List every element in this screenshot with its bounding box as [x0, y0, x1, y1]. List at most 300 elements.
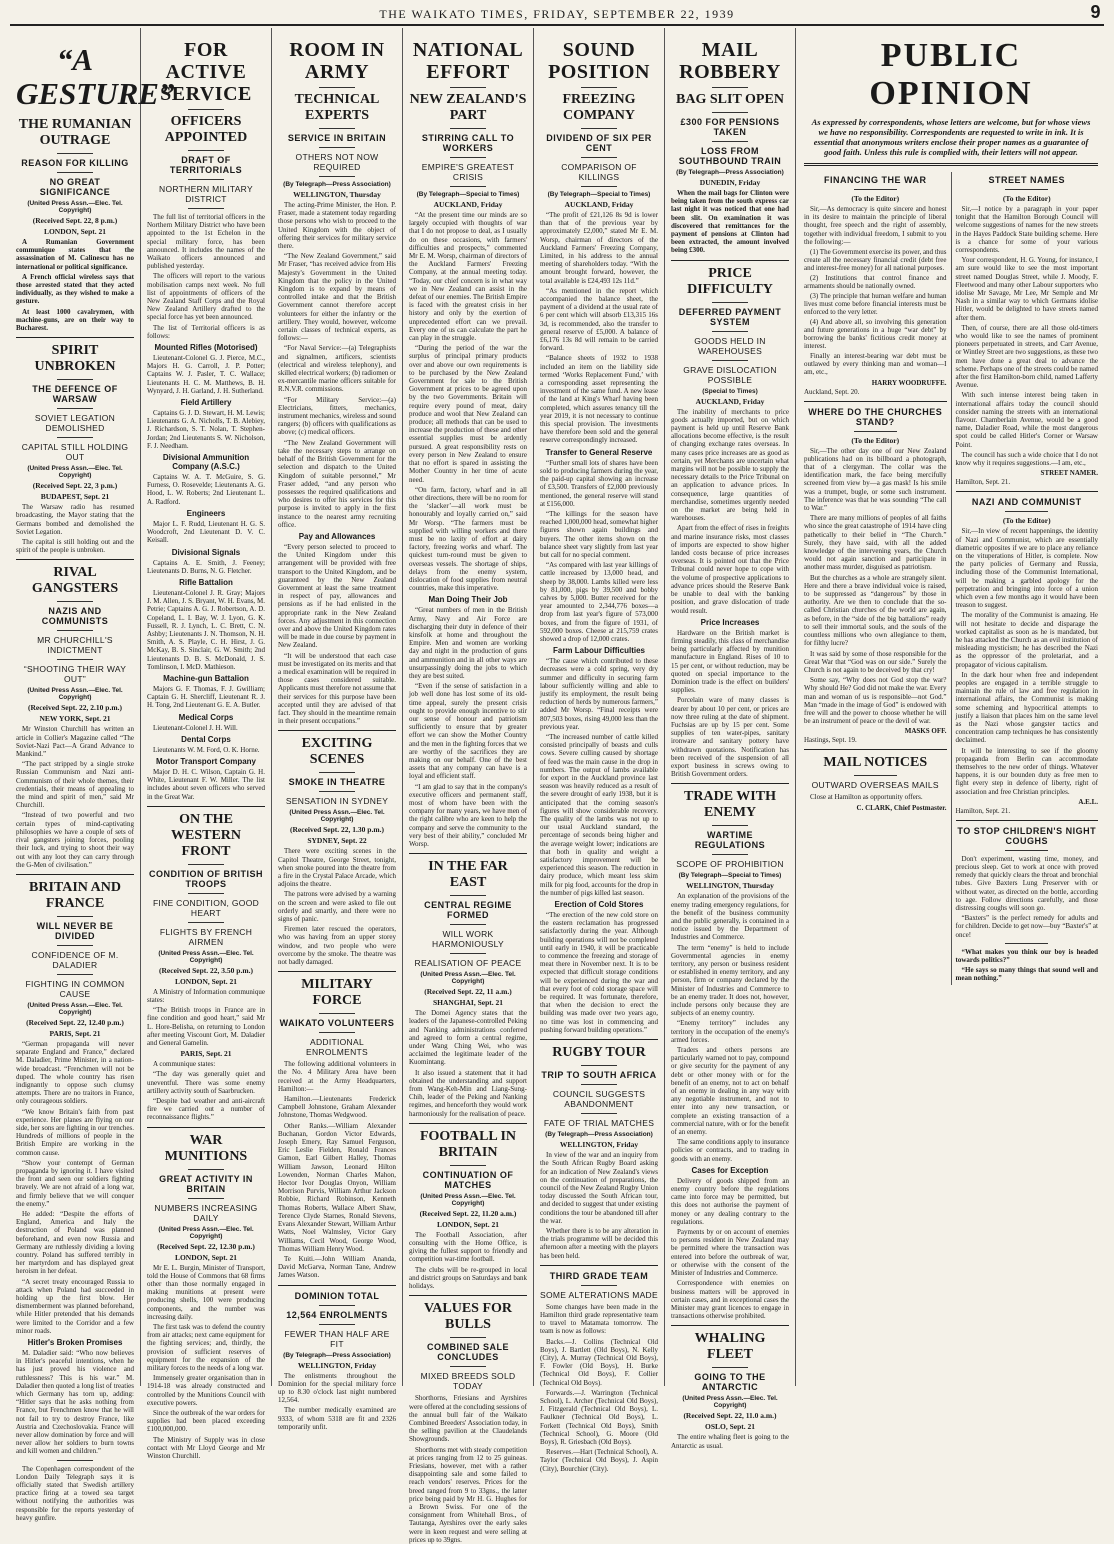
divider	[57, 172, 92, 173]
paragraph: Majors G. F. Thomas, F. J. Gwilliam; Captain G. H. Shercliff, Lieutenant R. J. H. Tong, 2nd Lieutenant G. E. A. Butler.	[147, 684, 265, 710]
divider	[57, 601, 92, 602]
paragraph: Firemen later rescued the operators, who was having from an upper storey window, and two people who were overcome by the smoke. The theatre was not badly damaged.	[278, 925, 396, 967]
crosshead: Engineers	[186, 508, 226, 518]
divider	[450, 128, 485, 129]
paragraph: The list of Territorial officers is as follows:	[147, 323, 265, 340]
subhead-never-divided: WILL NEVER BE DIVIDED	[36, 920, 114, 941]
crosshead: Divisional Ammunition Company (A.S.C.)	[162, 453, 250, 472]
paragraph: “German propaganda will never separate England and France,” declared M. Daladier, Prime Minister, in a nation-wide broadcast. “Frenchmen will not be duped. The whole country has risen indignantly to oppose such clumsy attempts. There are no traitors in France, only courageous soldiers.	[16, 1039, 134, 1106]
headline-sound-position: SOUND POSITION	[548, 39, 650, 83]
headline-britain-france: BRITAIN AND FRANCE	[29, 879, 121, 911]
paragraph: Lieutenant-Colonel J. H. Will.	[153, 723, 238, 732]
letter-place: Hamilton, Sept. 21.	[955, 806, 1011, 815]
letter-heading: FINANCING THE WAR	[824, 175, 927, 185]
subhead-bag-slit: BAG SLIT OPEN	[676, 92, 784, 107]
letter-heading: NAZI AND COMMUNIST	[971, 497, 1082, 508]
subhead-prohibition: SCOPE OF PROHIBITION	[676, 859, 784, 870]
divider	[188, 864, 223, 865]
credit-line: (United Press Assn.—Elec. Tel. Copyright)	[27, 1001, 123, 1016]
paragraph: Hardware on the British market is firming steadily, this class of merchandise being particularly affected by munition manufacture in England. Rises of 10 to 15 per cent, or without reduction, may be quoted on special importance to the Dominion trade is the effect on builders' supplies.	[671, 628, 789, 695]
subhead-wartime-regs: WARTIME REGULATIONS	[694, 830, 766, 851]
headline-rival-gangsters: RIVAL GANGSTERS	[31, 565, 119, 597]
paragraph: An explanation of the provisions of the enemy trading emergency regulations, for the benefit of the business community and the public generally, is contained in a notice issued by the Department of Industries and Commerce.	[671, 892, 789, 942]
crosshead: Rifle Battalion	[179, 577, 233, 587]
subhead-others: OTHERS NOT NOW REQUIRED	[295, 152, 379, 172]
divider	[712, 302, 747, 303]
divider	[712, 87, 747, 88]
received-line: (Received Sept. 22, 11.0 a.m.)	[683, 1411, 777, 1421]
masthead-title: THE WAIKATO TIMES, FRIDAY, SEPTEMBER 22, 1939	[379, 7, 735, 21]
paragraph: Major L. F. Rudd, Lieutenant H. G. S. Woodcroft, 2nd Lieutenant D. V. C. Keisall.	[147, 519, 265, 545]
subhead-warsaw: THE DEFENCE OF WARSAW	[32, 384, 118, 405]
divider	[319, 791, 354, 792]
divider	[712, 141, 747, 142]
rule	[409, 1295, 527, 1296]
crosshead: Erection of Cold Stores	[554, 900, 644, 910]
divider	[450, 87, 485, 88]
dateline: AUCKLAND, Friday	[433, 200, 503, 209]
divider	[854, 775, 897, 776]
advert-heading: TO STOP CHILDREN'S NIGHT COUGHS	[957, 825, 1097, 846]
dateline: WELLINGTON, Thursday	[686, 881, 774, 891]
subhead-harmoniously: WILL WORK HARMONIOUSLY	[432, 929, 504, 950]
headline-far-east: IN THE FAR EAST	[428, 859, 508, 891]
subhead-french-airmen: FLIGHTS BY FRENCH AIRMEN	[159, 926, 253, 947]
letters-left	[804, 172, 952, 985]
credit-line: (By Telegraph—Press Association)	[283, 181, 391, 188]
credit-line: (United Press Assn.—Elec. Tel. Copyright)	[158, 949, 254, 964]
headline-price-difficulty: PRICE DIFFICULTY	[687, 265, 773, 297]
paragraph: Since the outbreak of the war orders for supplies had been placed exceeding £100,000,000.	[147, 1409, 265, 1434]
subhead-numbers: NUMBERS INCREASING DAILY	[154, 1202, 258, 1223]
headline-public-opinion: PUBLIC OPINION	[869, 37, 1033, 112]
letter-signature: HARRY WOODRUFFE.	[871, 378, 947, 387]
paragraph: Captains G. J. D. Stewart, H. M. Lewis; Lieutenants G. A. Nicholls, T. B. Alebiey, J. Richardson, S. T. Nolan, T. Stephen-Jordan; 2nd Lieutenants S. W. Nicholson, F. J. Needham.	[147, 409, 265, 450]
paragraph: “Enemy territory” includes any territory in the occupation of the enemy's armed forces.	[671, 1019, 789, 1044]
paragraph: The first task was to defend the country from air attacks; next came equipment for the fighting services; and, thirdly, the provision of sufficient reserves of equipment for the expansion of the military forces to the needs of a long war.	[147, 1323, 265, 1373]
divider	[581, 87, 616, 88]
rule	[671, 1325, 789, 1326]
received-line: (Received Sept. 22, 12.40 p.m.)	[26, 1017, 124, 1027]
subhead-dividend: DIVIDEND OF SIX PER CENT	[546, 133, 652, 153]
subhead-northern-district: NORTHERN MILITARY DISTRICT	[159, 184, 253, 204]
paragraph: It also issued a statement that it had obtained the understanding and support from Wang-Keh-Min and Liang-Sung-Chih, leader of the Peking and Nanking regimes, and henceforth they would work harmoniously for the realisation of peace.	[409, 1068, 527, 1118]
divider	[57, 408, 92, 409]
paragraph: Payments by or on account of enemies to persons resident in New Zealand may be permitted where the transaction was entered into before the outbreak of war, or otherwise with the consent of the Minister of Industries and Commerce.	[671, 1228, 789, 1278]
paragraph: The entire whaling fleet is going to the Antarctic as usual.	[671, 1433, 789, 1450]
subhead-soviet-legation: SOVIET LEGATION DEMOLISHED	[34, 413, 116, 434]
subhead-warehouses: GOODS HELD IN WAREHOUSES	[694, 335, 766, 356]
rule	[16, 874, 134, 875]
divider	[712, 1367, 747, 1368]
dateline: PARIS, Sept. 21	[49, 1028, 101, 1038]
paragraph: “On farm, factory, wharf and in all other directions, there will be no room for the ‘slacker’—all work must be honourably and loyally carried on,” said Mr Worsp. “The farmers must be supplied with willing workers and there must be no laxity of effort at dairy factory, freezing works and wharf. The quickest turn-round must be given to overseas vessels. The shortage of ships, delays from the enemy system, dislocation of food supplies from neutral countries, make this imperative.	[409, 485, 527, 593]
paragraph: M. Daladier said: “Who now believes in Hitler's peaceful intentions, when he has just proved his violence and ruthlessness? This is his war.” M. Daladier then quoted a long list of treaties which Germany has torn up, adding: “Hitler says that he asks nothing from France, but Frenchmen know that he will not fail to try to destroy France, like Austria and Czechoslovakia. France will never allow domination by force and will never allow her soldiers to burn towns and kill women and children.”	[16, 1349, 134, 1456]
paragraph: Other Ranks.—William Alexander Buchanan, Gordon Victor Edwards, Joseph Emery, Ray Samuel Ferguson, Eric Leslie Fielden, Ronald Frances Gamon, Earl Gilbert Halley, Thomas William Jawson, Leonard Hilton Lowenden, Norman Charles Mahon, Hector Ivor Douglas Onyon, William Morrison Purvis, William Arthur Jackson Robbie, Richard Robinson, Kenneth Thomas Roberts, Wallace Albert Shaw, Terence Clyde Starnes, Ronald Stevens, Evans Alexander Stewart, William Arthur Watts, Noel Walmsley, Victor Gary Williams, Cecil Wood, George Wood, Thomas William Henry Wood.	[278, 1121, 396, 1253]
paragraph: Shorthorns, Friesians and Ayrshires were offered at the concluding sessions of the annual bull fair of the Waikato Combined Breeders' Association today, in the selling pavilion at the Claudelands Showgrounds.	[409, 1394, 527, 1444]
subhead-freezing: FREEZING COMPANY	[562, 92, 636, 123]
credit-line: (United Press Assn.—Elec. Tel. Copyright)	[420, 971, 516, 986]
paragraph: Whether there is to be any alteration in the trials programme will be decided this afternoon after a meeting with the players has been held.	[540, 1226, 658, 1260]
paragraph: (2) Institutions that control finance and armaments should be nationally owned.	[804, 274, 947, 291]
divider	[57, 153, 92, 154]
crosshead: Transfer to General Reserve	[545, 447, 653, 457]
paragraph: Lieutenants W. M. Ford, O. K. Horne.	[153, 745, 260, 754]
divider	[188, 1169, 223, 1170]
paragraph: Then, of course, there are all those old-timers who would like to see the names of prominent pioneers perpetuated in streets, and Carr Avenue, or Wintley Street are two suggestions, as these two men have done a great deal to advance the scheme. Perhaps one of the streets could be named after the first Hamilton-born child, named Lafferty Avenue.	[955, 323, 1098, 390]
paragraph: It will be interesting to see if the gloomy propaganda from Berlin can accommodate themselves to the new order of things. Whatever happens, it is our bounden duty as free men to fight every step in defence of liberty, right of association and free Christian principles.	[955, 746, 1098, 796]
paragraph: In view of the war and an inquiry from the South African Rugby Board asking for an indication of New Zealand's views on the continuation of preparations, the council of the New Zealand Rugby Union today discussed the South African tour, and decided to suggest that under existing conditions the tour be abandoned till after the war.	[540, 1151, 658, 1225]
subhead-service-britain: SERVICE IN BRITAIN	[287, 133, 387, 143]
paragraph: “The cause which contributed to these decreases were a cold spring, very dry summer and difficulty in securing farm labour sufficiently willing and able to justify its employment, the result being reduction of herds by numerous farmers,” added Mr Worsp. “Final receipts were 807,503 boxes, rising 49,000 less than the previous year.	[540, 657, 658, 731]
received-line: (Received Sept. 22, 2.10 p.m.)	[28, 703, 122, 713]
divider	[712, 854, 747, 855]
credit-line: (By Telegraph—Special to Times)	[416, 191, 520, 198]
to-editor: (To the Editor)	[1002, 194, 1051, 203]
paragraph: “During the period of the war the surplus of principal primary products over and above our own requirements is to be purchased by the New Zealand Government for sale to the British Government at prices to be agreed upon by the two Governments. Britain will require every pound of meat, dairy produce and wool that New Zealand can produce; all methods that can be used to increase the production of these and other essential supplies must be ardently pursued. A great responsibility rests on every person in New Zealand to ensure that no effort is spared in assisting the Mother Country in her time of acute need.	[409, 344, 527, 484]
headline-rugby-tour: RUGBY TOUR	[552, 1045, 646, 1061]
divider	[57, 437, 92, 438]
headline-spirit-unbroken: SPIRIT UNBROKEN	[34, 343, 116, 375]
rule	[409, 1123, 527, 1124]
paragraph: A Ministry of Information communique states:	[147, 987, 265, 1004]
divider	[854, 431, 897, 432]
paragraph: “Instead of two powerful and two certain types of mind-captivating philosophies we have a couple of sets of rival gangsters joining forces, pooling their luck, and trying to shoot their way out with any loot they can carry through the G-Men of civilisation.”	[16, 811, 134, 869]
letters-area	[804, 172, 1098, 985]
paragraph: Immensely greater organisation than in 1914-18 was already constructed and controlled by the Munitions Council with executive powers.	[147, 1374, 265, 1407]
crosshead: Man Doing Their Job	[428, 595, 508, 605]
paragraph: (1) The Government exercise its power, and thus create all the necessary financial credit (debt free and interest-free money) for all national purposes.	[804, 248, 947, 273]
paragraph: Mr E. L. Burgin, Minister of Transport, told the House of Commons that 68 firms other than those normally engaged in making munitions at present were producing shells, 100 were producing components, and the number was increasing daily.	[147, 1263, 265, 1321]
divider	[450, 1165, 485, 1166]
headline-mail-robbery: MAIL ROBBERY	[679, 39, 781, 83]
letter-heading: WHERE DO THE CHURCHES STAND?	[808, 406, 943, 427]
paragraph: Forwards.—J. Warrington (Technical School), L. Archer (Technical Old Boys), J. Fitzgerald (Technical Old Boys), L. Faulkner (Technical Old Boys), L. Forkett (Technical Old Boys), Smith (Technical School), G. Moore (Old Boys), R. Griesbach (Old Boys).	[540, 1388, 658, 1446]
paragraph: Lieutenant-Colonel J. R. Gray; Majors J. M. Allen, J. S. Bryant, W. H. Evans, M. Petrie; Captains A. G. J. Robertson, A. D. Copeland, L. I. Bay, W. J. Lyon, G. K. Fussell, R. J. Lynch, L. C. Brett, C. N. Ashby; Lieutenants J. N. Thomson, N. H. Smith, A. S. Playle, C. H. Hirst, J. G. McKay, B. S. Sinclair, G. W. Smith; 2nd Lieutenants D. B. S. McDonald, J. S. Tomlinson, I. McD. Mathieson.	[147, 588, 265, 671]
divider	[712, 825, 747, 826]
paragraph: Reserves.—Hart (Technical School), A. Taylor (Technical Old Boys), J. Aspin (City), Bourchier (City).	[540, 1448, 658, 1473]
paragraph: Close at Hamilton as opportunity offers.	[810, 793, 923, 802]
subhead-matches: CONTINUATION OF MATCHES	[422, 1169, 514, 1190]
letter-signature: MASKS OFF.	[904, 727, 947, 736]
column-4	[403, 28, 534, 1544]
paragraph: “The killings for the season have reached 1,000,000 head, somewhat higher figures shown again buildings and buyers. The other items shown on the balance sheet vary slightly from last year but call for no special comment.	[540, 509, 658, 559]
subhead-reason: REASON FOR KILLING	[21, 158, 129, 168]
received-line: (Received Sept. 22, 1.30 p.m.)	[290, 825, 384, 835]
paragraph: “The profit of £21,126 8s 9d is lower than that of the previous year by approximately £2,000,” stated Mr E. M. Worsp, chairman of directors of the Auckland Farmers' Freezing Company, Limited, in his address to the annual meeting of shareholders today. “With the amount brought forward, however, the total available is £24,493 12s 11d.”	[540, 211, 658, 285]
credit-line: (United Press Assn.—Elec. Tel. Copyright)	[27, 200, 123, 214]
subhead-churchill: MR CHURCHILL'S INDICTMENT	[37, 635, 113, 656]
dateline: BUDAPEST, Sept. 21	[40, 492, 110, 502]
headline-military-force: MILITARY FORCE	[301, 977, 373, 1009]
divider	[1005, 189, 1048, 190]
paragraph: “Even if the sense of satisfaction in a job well done has lost some of its old-time appeal, surely the present crisis ought to provide enough incentive to stir our sense of honour and patriotism sufficiently to ensure that by greater effort we can show the Mother Country and the men in the fighting forces that we are worthy of the sacrifices they are making on our behalf. One of the best assets that any company can have is a loyal and efficient staff.	[409, 682, 527, 781]
crosshead: Price Increases	[700, 617, 760, 627]
divider	[57, 379, 92, 380]
subhead-southbound: LOSS FROM SOUTHBOUND TRAIN	[678, 146, 782, 166]
subhead-fine-condition: FINE CONDITION, GOOD HEART	[152, 897, 260, 918]
subhead-rumanian-outrage: THE RUMANIAN OUTRAGE	[18, 117, 132, 148]
headline-gesture: “A GESTURE”	[16, 42, 175, 111]
dateline: LONDON, Sept. 21	[436, 1219, 500, 1229]
dateline: NEW YORK, Sept. 21	[39, 714, 111, 724]
divider	[319, 87, 354, 88]
paragraph: The same conditions apply to insurance policies or contracts, and to trading in goods with an enemy.	[671, 1138, 789, 1163]
dateline: LONDON, Sept. 21	[174, 1252, 238, 1262]
paragraph: The morality of the Communist is amazing. He will not hesitate to decide and disparage the worked capitalist as soon as he is mandated, but he has attacked the Church as an evil institution of misleading mysticism; he has described the Nazi as the oppressor of the proletariat, and a propagator of vicious capitalism.	[955, 611, 1098, 669]
rule	[956, 491, 1099, 492]
credit-line: (By Telegraph—Press Association)	[283, 1351, 391, 1359]
crosshead: Cases for Exception	[691, 1165, 769, 1175]
paragraph: Sir,—I notice by a paragraph in your paper tonight that the Hamilton Borough Council will welcome suggestions of names for the new streets in the Hayes Paddock State building scheme. Here is a chance for some of your various correspondents.	[955, 205, 1098, 255]
paragraph: “Great numbers of men in the British Army, Navy and Air Force are discharging their duty in defence of their kinsfolk at home and throughout the Empire. Men and women are working day and night in the production of guns and ammunition and in all other ways are unsurpassingly doing the jobs to which they are best suited.	[409, 606, 527, 680]
subhead-nz-part: NEW ZEALAND'S PART	[409, 92, 527, 123]
paragraph: Don't experiment, wasting time, money, and precious sleep. Get to work at once with proved remedy that quickly clears the throat and bronchial tubes. Give Baxters Lung Preserver with or without water, as directed on the bottle, according to age. Follow directions carefully, and those distressing coughs will soon go.	[955, 854, 1098, 913]
divider	[57, 916, 92, 917]
rule	[540, 1265, 658, 1266]
paragraph: “A secret treaty encouraged Russia to attack when Poland had succeeded in holding up the first blow. Her dismemberment was planned beforehand, while Hitler pretended that his demands were limited to the Corridor and a few minor roads.	[16, 1277, 134, 1335]
paragraph: “The New Zealand Government will take the necessary steps to arrange on behalf of the British Government for the selection and dispatch to the United Kingdom of suitable personnel,” Mr Fraser added, “and any person who possesses the required qualifications and who desires to offer his services for this purpose is invited to apply in the first instance to the nearest army recruiting office.	[278, 438, 396, 529]
paragraph: Sir,—The other day one of our New Zealand publications had on its billboard a photograph, that of a clergyman. The collar was the identification mark, the face being mercifully screened from view by—a gas mask! Is his smile was a trumpet, bugle, or some such instrument. The inference was that he was sounding “The call to War.”	[804, 446, 947, 513]
subhead-trial-matches: FATE OF TRIAL MATCHES	[543, 1118, 655, 1129]
subhead-shooting: “SHOOTING THEIR WAY OUT”	[23, 664, 127, 685]
letter-place: Auckland, Sept. 20.	[804, 387, 860, 396]
credit-line: (United Press Assn.—Elec. Tel. Copyright)	[682, 1395, 778, 1410]
subhead-waikato-volunteers: WAIKATO VOLUNTEERS	[279, 1018, 395, 1029]
masthead	[10, 4, 1104, 26]
paragraph: “The increased number of cattle killed consisted principally of beasts and culls cows. Severe culling caused by shortage of feed was the main cause in the drop in numbers. The output of lambs available for export in the Auckland province last season was heavily reduced as a result of the severe drought of early 1938, but it is anticipated that the coming season's figures will show considerable recovery. The quality of the lambs was not up to our usual Auckland standard, the percentage of seconds being higher and the average weight lower; indications are that both in quality and weight a satisfactory improvement will be experienced this season. The reduction in dairy produce, which meant less skim milk for pig food, accounts for the drop in the number of pigs killed last season.	[540, 732, 659, 897]
section-intro: As expressed by correspondents, whose letters are welcome, but for whose views we have no responsibility. Correspondents are requested to write in ink. It is essential that anonymous writers enclose their proper names as a guarantee of good faith. Unless this rule is complied with, their letters will not appear.	[811, 117, 1091, 157]
divider	[319, 1013, 354, 1014]
paragraph: The term “enemy” is held to include Governmental agencies in enemy territory, any person or business resident or established in enemy territory, and any person, firm or company declared by the Minister of Industries and Commerce to be an enemy trader. It does not, however, include persons only because they are subjects of an enemy country.	[671, 943, 789, 1018]
column-1	[10, 28, 175, 1522]
crosshead: Divisional Signals	[171, 547, 241, 557]
paragraph: “The day was generally quiet and uneventful. There was some enemy artillery activity south of Saarbrucken.	[147, 1070, 265, 1095]
paragraph: The acting-Prime Minister, the Hon. P. Fraser, made a statement today regarding those persons who wish to proceed to the United Kingdom with the object of offering their services for military service there.	[278, 201, 396, 251]
paragraph: “As compared with last year killings of cattle increased by 13,000 head, and sheep by 38,000. Lambs killed were less by 81,000, pigs by 39,500 and bobby calves by 5,000. Butter received for the year amounted to 2,344,776 boxes—a drop from last year's figure of 573,000 boxes, and from the figure of 1931, of 592,000 boxes. Cheese at 215,759 crates showed a drop of 12,000 crates.	[540, 561, 658, 643]
paragraph: The patrons were advised by a warning on the screen and were asked to file out orderly and smartly, and there were no signs of panic.	[278, 890, 396, 924]
to-editor: (To the Editor)	[851, 435, 900, 445]
paragraph: There were exciting scenes in the Capitol Theatre, George Street, tonight, when smoke poured into the theatre from a fire in the Crystal Palace Arcade, which adjoins the theatre.	[278, 847, 396, 889]
paragraph: Sir,—In view of recent happenings, the identity of Nazi and Communist, which are essentially diametric opposites if we are to place any reliance on the vituperations of Hitler, is complete. Now the party policies of Germany and Russia, including those of the Communist International, will be making a garbled apology for the perpetration and bringing into force of a union which even a few months ago it would have been treason to suggest.	[955, 527, 1098, 610]
paragraph: “What makes you think our boy is headed towards politics?”	[955, 947, 1098, 965]
subhead-abandonment: COUNCIL SUGGESTS ABANDONMENT	[552, 1089, 646, 1110]
paragraph: The Football Association, after consulting with the Home Office, is giving the fullest support to friendly and competition war-time football.	[409, 1230, 527, 1264]
crosshead: Dental Corps	[181, 734, 231, 744]
subhead-fewer-fit: FEWER THAN HALF ARE FIT	[284, 1328, 390, 1349]
paragraph: Finally an interest-bearing war debt must be outlawed by every thinking man and woman—I am, etc.,	[804, 352, 947, 377]
divider	[57, 630, 92, 631]
crosshead: Pay and Allowances	[298, 531, 376, 541]
divider	[1005, 511, 1048, 512]
column-2	[141, 28, 272, 1461]
divider	[712, 360, 747, 361]
rule	[540, 1039, 658, 1040]
divider	[581, 1084, 616, 1085]
subhead-smoke: SMOKE IN THEATRE	[288, 777, 386, 788]
divider	[581, 1285, 616, 1286]
divider	[450, 895, 485, 896]
paragraph: Te Kuiti.—John William Ananda, David McGarva, Norman Tane, Andrew James Watson.	[278, 1254, 396, 1280]
paragraph: Some changes have been made in the Hamilton third grade representative team to travel to Matamata tomorrow. The team is now as follows:	[540, 1302, 658, 1336]
headline-room-in-army: ROOM IN ARMY	[289, 39, 385, 83]
paragraph: The capital is still holding out and the spirit of the people is unbroken.	[16, 538, 134, 555]
divider	[450, 924, 485, 925]
paragraph: Correspondence with enemies on business matters will be approved in certain cases, and in exceptional cases the Minister may grant licences to engage in transactions otherwise prohibited.	[671, 1279, 789, 1321]
paragraph: “We know Britain's faith from past experience. Her planes are flying on our side, her sons are fighting in our trenches. Hundreds of millions of people in the British Empire are working in the common cause.	[16, 1107, 134, 1157]
paragraph: The enlistments throughout the Dominion for the special military force up to 8.30 o'clock last night numbered 12,564.	[278, 1371, 396, 1405]
paragraph: “The erection of the new cold store on the eastern reclamation has progressed satisfactorily during the year. Although building operations will not be completed until early in 1940, it will be practicable to commence the freezing and storage of meat there in November next. It is to be expected that difficult storage conditions will be experienced during the war and that every foot of cold storage space will be required. It was fortunate, therefore, that when the decision to erect the building was made over two years ago, no time was lost in commencing and pushing forward building operations.”	[540, 911, 658, 1034]
subhead-british-troops: CONDITION OF BRITISH TROOPS	[149, 868, 263, 889]
crosshead: Hitler's Broken Promises	[27, 1338, 123, 1348]
subhead-deferred: DEFERRED PAYMENT SYSTEM	[678, 306, 782, 327]
divider	[57, 659, 92, 660]
divider	[319, 176, 354, 177]
headline-dominion-total: DOMINION TOTAL	[294, 1290, 380, 1301]
rule	[804, 401, 947, 402]
received-line: (Received Sept. 22, 11.20 a.m.)	[419, 1208, 517, 1218]
paragraph: Shorthorns met with steady competition at prices ranging from 12 to 25 guineas. Friesians, however, met with a rather disappointing sale and some failed to reach vendors' reserves. Prices for the breed ranged from 9 to 33gns., the latter price being paid by Mr H. G. Hughes for a Brown Swiss. For one of the consignment from Whitehall Bros., of Tautanga, Ayrshires over the early sales were in keen request and were selling at prices up to 39gns.	[409, 1445, 527, 1544]
paragraph: The full list of territorial officers in the Northern Military District who have been appointed to the 1st Echelon in the special military force, has been announced. It includes the names of the Waikato officers announced and published yesterday.	[147, 213, 265, 271]
headline-third-grade: THIRD GRADE TEAM	[549, 1270, 649, 1281]
divider	[188, 922, 223, 923]
received-line: (Received Sept. 22, 3.50 p.m.)	[159, 965, 253, 975]
paragraph: “Balance sheets of 1932 to 1938 included an item on the liability side termed ‘Works Replacement Fund,’ with a corresponding asset representing the investment of the same fund. A new lease of the land at King's Wharf having been completed, which assures tenancy till the year 2019, it is not necessary to continue this special provision. The investments have therefore been sold and the general reserve correspondingly increased.	[540, 354, 658, 445]
divider	[319, 147, 354, 148]
subhead-capital: CAPITAL STILL HOLDING OUT	[21, 442, 129, 463]
paragraph: Major D. H. C. Wilson, Captain G. H. White, Lieutenant F. W. Miller. The list includes about seven officers who served in the Great War.	[147, 767, 265, 801]
subhead-dislocation: GRAVE DISLOCATION POSSIBLE	[683, 364, 777, 385]
divider	[188, 1198, 223, 1199]
dateline: WELLINGTON, Friday	[297, 1360, 377, 1370]
subhead-significance: NO GREAT SIGNIFICANCE	[39, 177, 111, 197]
paragraph: (3) The principle that human welfare and human lives must come before financial interests must be enforced to the very letter.	[804, 292, 947, 317]
paragraph: With such intense interest being taken in international affairs today the council should consider naming the streets with an international flavour. Chamberlain Avenue, would be a good name, Daladier Road, while the most dangerous spot could be called Hitler's Corner or Warsaw Point.	[955, 391, 1098, 449]
paragraph: There are many millions of peoples of all faiths who since the great catastrophe of 1914 have cling pathetically to their belief in “The Church.” Surely, they have said, with all the added knowledge of the intervening years, the Church would not again sanction and participate in another mass murder, disguised as patriotism.	[804, 514, 947, 572]
paragraph: The Domei Agency states that the leaders of the Japanese-controlled Peking and Nanking administrations conferred and agreed to form a central regime, under Wang Ching Wei, who was acclaimed the legitimate leader of the Kuomintang.	[409, 1009, 527, 1067]
credit-line: (By Telegraph—Press Association)	[545, 1131, 653, 1139]
paragraph: He added: “Despite the efforts of England, America and Italy the destruction of Poland was planned beforehand, and even now Russia and Germany are ruthlessly dividing a loving country. Poland has suffered terribly in her martyrdom and has displayed great heroism in her defeat.	[16, 1209, 134, 1276]
rule	[16, 337, 134, 338]
to-editor: (To the Editor)	[1002, 516, 1051, 526]
received-line: (Received Sept. 22, 8 p.m.)	[32, 216, 118, 225]
paragraph: The clubs will be re-grouped in local and district groups on Saturdays and bank holidays.	[409, 1265, 527, 1291]
subhead-enrolments-count: 12,564 ENROLMENTS	[286, 1309, 388, 1320]
subhead-empire-crisis: EMPIRE'S GREATEST CRISIS	[421, 162, 515, 182]
subhead-stirring-call: STIRRING CALL TO WORKERS	[421, 133, 515, 153]
paragraph: “The New Zealand Government,” said Mr Fraser, “has received advice from His Majesty's Government in the United Kingdom that the policy in the United Kingdom is to expand by means of controlled intake and that the British Government cannot therefore accept volunteers for either the infantry or the artillery. They would, however, welcome certain classes of technical experts, as follows:—	[278, 252, 396, 343]
credit-line: (United Press Assn.—Elec. Tel. Copyright)	[27, 687, 123, 702]
divider	[319, 1324, 354, 1325]
crosshead: Farm Labour Difficulties	[552, 646, 645, 656]
dateline: WELLINGTON, Friday	[559, 1140, 639, 1150]
paragraph: The Copenhagen correspondent of the London Daily Telegraph says it is officially stated that Swedish artillery practice firing at a towed sea target without notifying the authorities was responsible for the reports yesterday of heavy gunfire.	[16, 1464, 134, 1522]
paragraph: Captains W. A. T. McGuire, S. G. Furness, O. Rosevelde; Lieutenants A. G. Hood, L. W. Roberts; 2nd Lieutenant L. A. Radford.	[147, 473, 265, 506]
crosshead: Mounted Rifles (Motorised)	[154, 343, 258, 353]
paragraph: “He says so many things that sound well and mean nothing.”	[955, 966, 1098, 983]
divider	[188, 893, 223, 894]
paragraph: “It will be understood that each case must be investigated on its merits and that a medical examination will be required in those cases considered suitable. Applicants must therefore not assume that their services for this purpose have been accepted until they are advised of that fact. They should in the meantime remain in their present occupations.”	[278, 651, 397, 726]
headline-war-munitions: WAR MUNITIONS	[164, 1132, 248, 1164]
paragraph: “Every person selected to proceed to the United Kingdom under this arrangement will be provided with free transport to the United Kingdom, and be guaranteed by the New Zealand Government at least the same treatment in respect of pay, allowances and pensions as if he had enlisted in the appropriate rank in the New Zealand forces. Any adjustment in this connection over and above the United Kingdom rates will be made in due course by payment in New Zealand.	[278, 542, 396, 650]
paragraph: “As mentioned in the report which accompanied the balance sheet, the payment of a dividend at the usual rate of 6 per cent which will absorb £13,315 16s 3d, is recommended, also the transfer to general reserve of £5,000. A balance of £6,176 13s 8d will remain to be carried forward.	[540, 286, 658, 353]
divider	[57, 945, 92, 946]
paragraph: The inability of merchants to price goods actually imported, but on which payment is held up until Reserve Bank allocations become effective, is the result of changing exchange rates overseas. In many cases price increases are as good as certain, yet Merchants are uncertain what margins will not be possible to supply the necessary details to the Price Tribunal on an application to advance prices. In consequence, large quantities of merchandise, sometimes urgently needed on the market are being held in warehouses.	[671, 407, 789, 523]
paragraph: “At the present time our minds are so largely occupied with thoughts of war that I do not propose to deal, as I usually do on these occasions, with farmers' difficulties and prospects,” commented Mr E. M. Worsp, chairman of directors of the Auckland Farmers' Freezing Company, at the annual meeting today. “Today, our chief concern is in what way we in New Zealand can assist in the defeat of our enemies. The British Empire is faced with the greatest crisis in her history and only by the exertion of unprecedented effort can we prevail. Every one of us can calculate the part he can play in the struggle.	[409, 211, 527, 343]
divider	[57, 1460, 92, 1461]
rule	[278, 971, 396, 972]
credit-line: (Special to Times)	[702, 387, 758, 395]
paragraph: “The British troops in France are in fine condition and good heart,” said Mr L. Hore-Belisha, on returning to London after meeting Viscount Gort, M. Daladier and General Gamelin.	[147, 1006, 265, 1047]
dateline: OSLO, Sept. 21	[704, 1422, 755, 1432]
divider	[319, 1032, 354, 1033]
letter-place: Hastings, Sept. 19.	[804, 736, 857, 745]
rule	[956, 820, 1099, 821]
rule	[147, 1127, 265, 1128]
dateline: LONDON, Sept. 21	[174, 976, 238, 986]
paragraph: “Show your contempt of German propaganda by ignoring it. I have visited the front and seen our soldiers fighting bravely. We are not afraid of a long war, and firmly believe that we will conquer the enemy.”	[16, 1158, 134, 1208]
divider	[450, 953, 485, 954]
rule	[671, 260, 789, 261]
divider	[450, 1337, 485, 1338]
credit-line: (United Press Assn.—Elec. Tel. Copyright)	[158, 1225, 254, 1240]
headline-football: FOOTBALL IN BRITAIN	[419, 1128, 517, 1160]
crosshead: Machine-gun Battalion	[163, 673, 249, 683]
dateline: AUCKLAND, Friday	[564, 200, 634, 209]
subhead-pensions: £300 FOR PENSIONS TAKEN	[680, 117, 780, 137]
divider	[57, 974, 92, 975]
divider	[581, 186, 616, 187]
subhead-peace: REALISATION OF PEACE	[414, 958, 522, 969]
paragraph: The officers will report to the various mobilisation camps next week. No full list of appointments of officers of the New Zealand Staff Corps and the Royal New Zealand Artillery drafted to the special force has yet been announced.	[147, 272, 265, 322]
subhead-killings: COMPARISON OF KILLINGS	[561, 162, 637, 182]
divider	[188, 150, 223, 151]
column-5	[534, 28, 665, 1473]
paragraph: But the churches as a whole are strangely silent. Here and there a brave individual voice is raised, to be suppressed as “dangerous” by those in authority. Are we then to conclude that the so-called Christian churches of the world are again, as before, in the “side of the big battalions” ready to sell their immortal souls, and the souls of the countless millions who own allegiance to them, for filthy lucre?	[804, 573, 947, 648]
letter-place: Hamilton, Sept. 21.	[955, 478, 1011, 487]
columns	[10, 28, 1104, 1544]
postmaster-signature: C. CLARK, Chief Postmaster.	[856, 803, 947, 812]
paragraph: “For Naval Service:—(a) Telegraphists and signalmen, artificers, scientists (electrical and wireless telephony), and skilled electrical workers; (b) radiomen or ex-mercantile marine officers suitable for R.N.V.R. commissions.	[278, 344, 396, 394]
subhead-territorials: DRAFT OF TERRITORIALS	[169, 155, 243, 175]
received-line: (Received Sept. 22, 12.30 p.m.)	[157, 1241, 255, 1251]
divider	[450, 1366, 485, 1367]
paragraph: Delivery of goods shipped from an enemy country before the regulations came into force may be permitted, but this does not authorise the payment of money or any dealing contrary to the regulations.	[671, 1176, 789, 1226]
subhead-common-cause: FIGHTING IN COMMON CAUSE	[25, 978, 125, 999]
headline-trade-enemy: TRADE WITH ENEMY	[684, 789, 776, 821]
column-public-opinion	[796, 28, 1104, 1386]
rule	[278, 730, 396, 731]
paragraph: When the mail bags for Clinton were being taken from the south express car last night it was noticed that one had been slit. On examination it was discovered that remittances for the payment of pensions at Clinton had been extracted, the amount involved being £300.	[671, 189, 789, 255]
divider	[712, 331, 747, 332]
paragraph: A French official wireless says that those arrested stated that they acted individually, as they wished to make a gesture.	[16, 272, 134, 306]
divider	[581, 1065, 616, 1066]
subhead-central-regime: CENTRAL REGIME FORMED	[424, 900, 512, 921]
paragraph: (4) And above all, so involving this generation and future generations in a huge “war debt” by borrowing the banks' fictitious credit money at interest.	[804, 318, 947, 351]
paragraph: “The pact stripped by a single stroke Russian Communism and Nazi anti-Communism of their whole themes, their credentials, their means of appealing to the mind and spirit of men,” said Mr Churchill.	[16, 760, 134, 810]
divider	[319, 1305, 354, 1306]
paragraph: Apart from the effect of rises in freights and marine insurance risks, most classes of imports are expected to show higher landed costs because of price increases overseas. It is pointed out that the Price Tribunal could never hope to cope with the volume of prospective applications to advance prices should the Reserve Bank be unable to deal with the banking position, and grave dislocation of trade would result.	[671, 524, 789, 615]
paragraph: At least 1000 cavalrymen, with machine-guns, are on their way to Bucharest.	[16, 307, 134, 333]
paragraph: The Warsaw radio has resumed broadcasting, the Mayor stating that the Germans bombed and demolished the Soviet Legation.	[16, 503, 134, 536]
paragraph: “Further small lots of shares have been sold to producing farmers during the year, the paid-up capital showing an increase of £3,500. Transfers of £2,000 previously mentioned, the general reserve will stand at £156,000.	[540, 458, 658, 508]
mail-notices-heading: MAIL NOTICES	[823, 755, 928, 771]
dateline: WELLINGTON, Thursday	[293, 190, 381, 199]
divider	[1005, 943, 1048, 944]
credit-line: (By Telegraph—Special to Times)	[678, 872, 782, 880]
paragraph: The following additional volunteers in the No. 4 Military Area have been received at the Army Headquarters, Hamilton:—	[278, 1060, 396, 1093]
rule	[804, 749, 947, 750]
